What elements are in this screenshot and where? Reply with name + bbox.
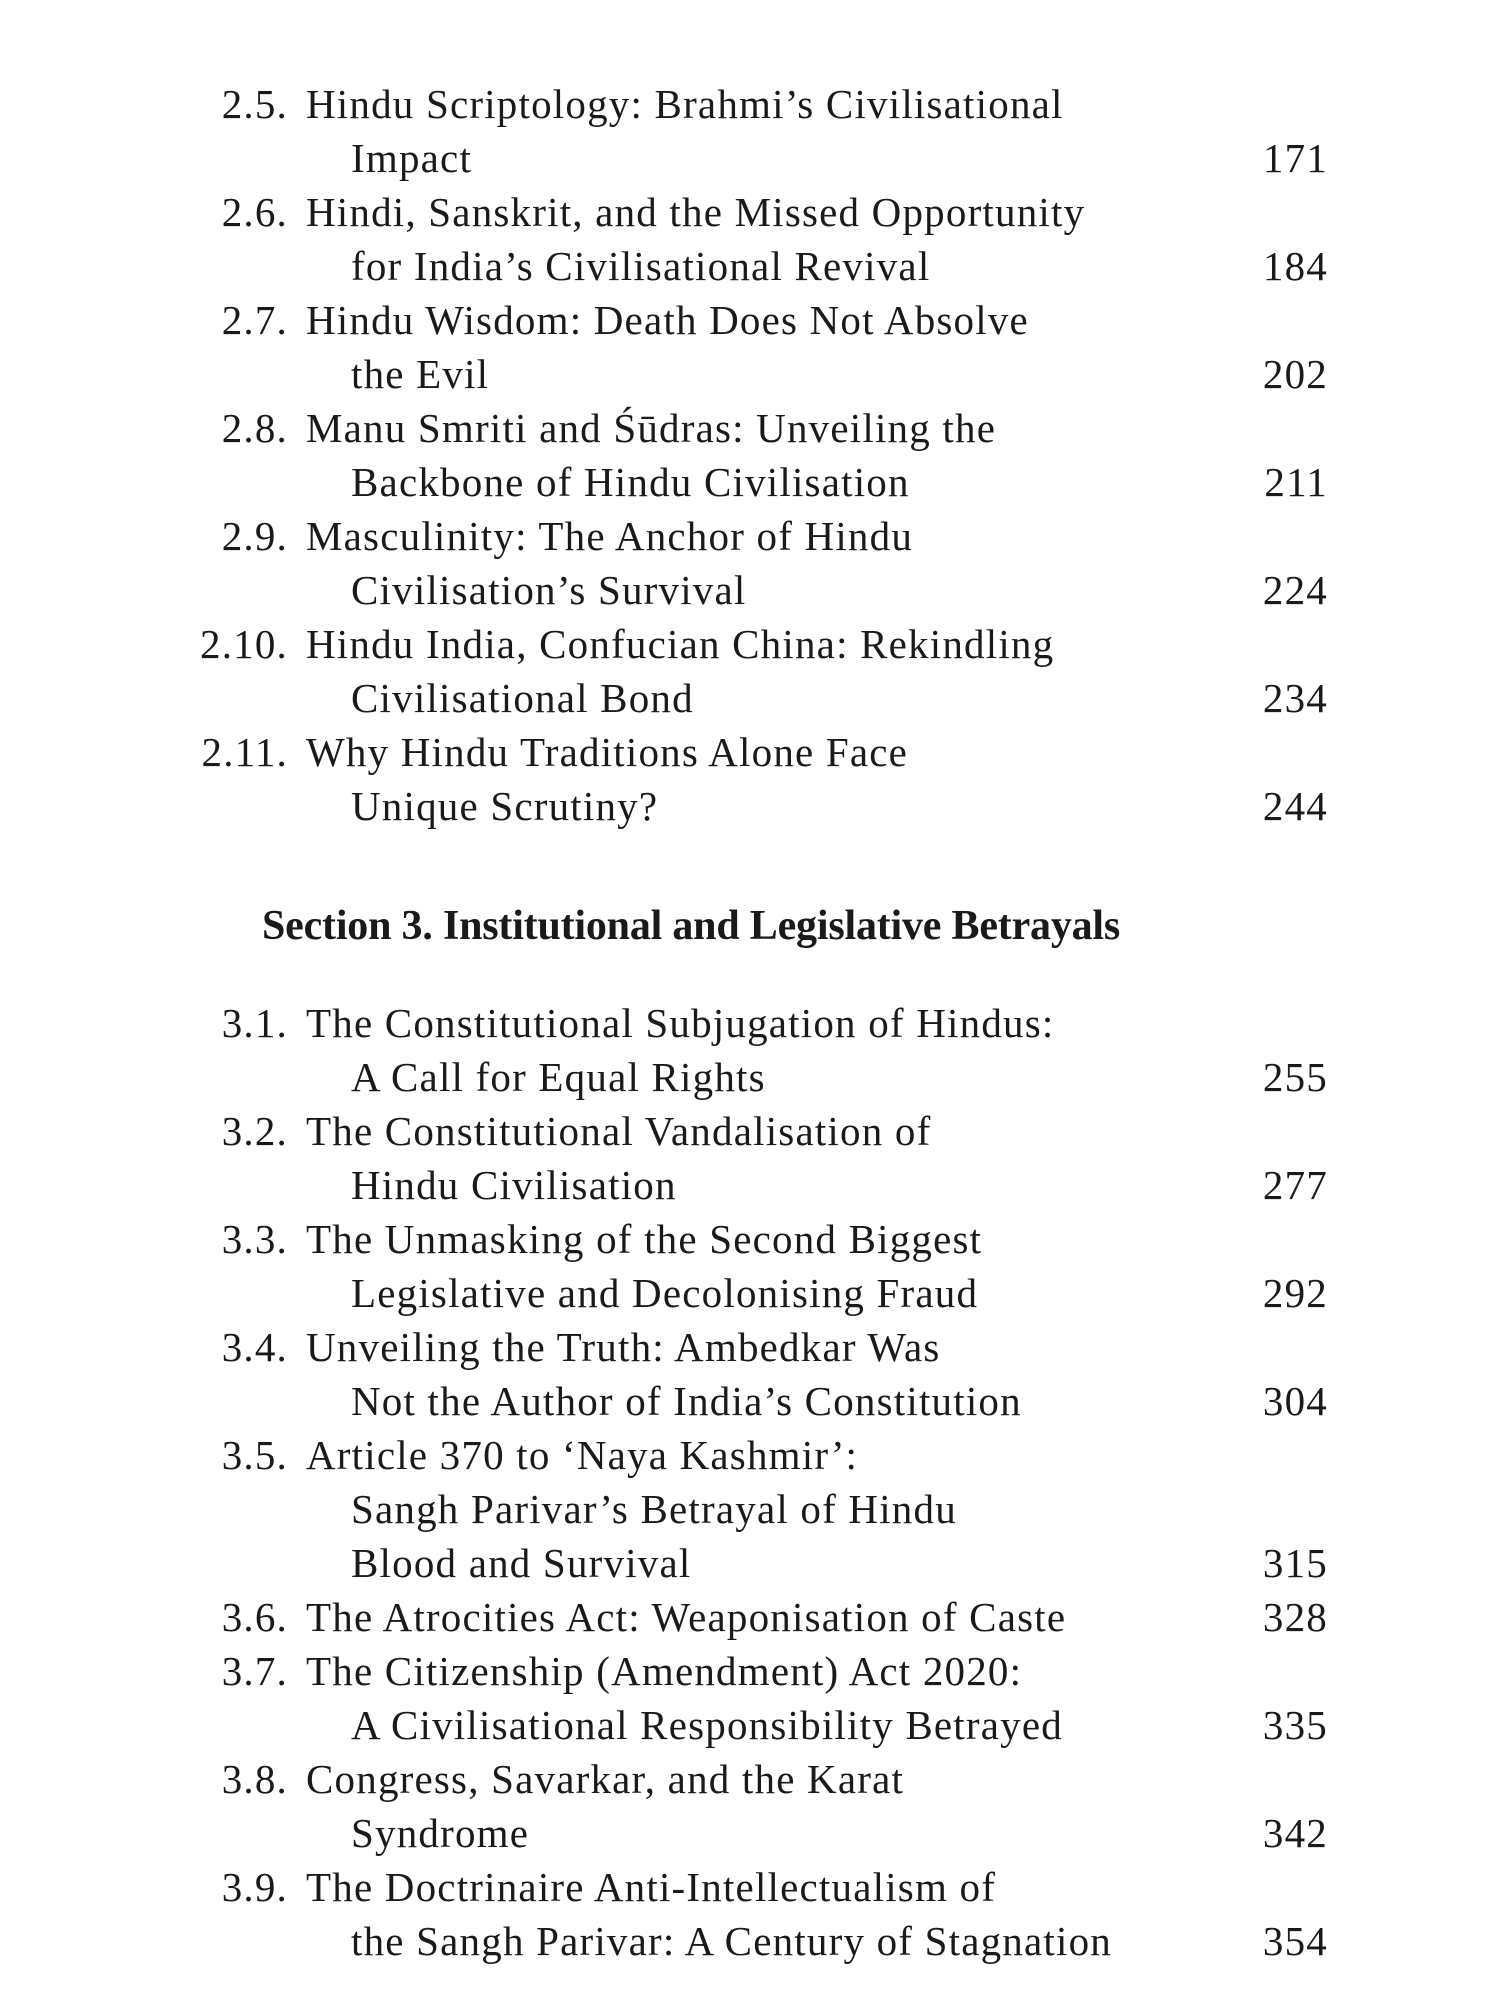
entry-title: The Constitutional Vandalisation of	[306, 1108, 932, 1154]
entry-number: 3.9.	[221, 1864, 288, 1910]
toc-entry-3-7[interactable]	[0, 1644, 1500, 1752]
entry-number: 2.6.	[221, 189, 288, 235]
entry-title-continued: Backbone of Hindu Civilisation	[351, 459, 910, 505]
entry-title: Masculinity: The Anchor of Hindu	[306, 513, 914, 559]
toc-entry-3-5[interactable]	[0, 1428, 1500, 1590]
entry-title-continued: the Sangh Parivar: A Century of Stagnation	[351, 1918, 1112, 1964]
entry-title-continued: Impact	[351, 135, 473, 181]
toc-entry-3-2[interactable]	[0, 1104, 1500, 1212]
toc-entry-2-10[interactable]	[0, 617, 1500, 725]
entry-page-number: 234	[1262, 675, 1328, 721]
toc-entry-3-6[interactable]	[0, 1590, 1500, 1644]
entry-page-number: 354	[1262, 1918, 1328, 1964]
toc-entry-3-1[interactable]	[0, 996, 1500, 1104]
entry-page-number: 255	[1262, 1054, 1328, 1100]
entry-title-continued: Legislative and Decolonising Fraud	[351, 1270, 979, 1316]
toc-entry-3-8[interactable]	[0, 1752, 1500, 1860]
entry-page-number: 277	[1262, 1162, 1328, 1208]
entry-title-continued: A Call for Equal Rights	[351, 1054, 766, 1100]
entry-title: The Doctrinaire Anti-Intellectualism of	[306, 1864, 997, 1910]
entry-number: 2.11.	[201, 729, 288, 775]
entry-page-number: 244	[1262, 783, 1328, 829]
toc-entry-2-5[interactable]	[0, 77, 1500, 185]
entry-page-number: 315	[1262, 1540, 1328, 1586]
entry-number: 3.4.	[221, 1324, 288, 1370]
entry-title: Hindi, Sanskrit, and the Missed Opportunity	[306, 189, 1086, 235]
entry-number: 2.8.	[221, 405, 288, 451]
entry-title-continued: Civilisation’s Survival	[351, 567, 747, 613]
entry-title: Why Hindu Traditions Alone Face	[306, 729, 909, 775]
entry-title-continued: for India’s Civilisational Revival	[351, 243, 931, 289]
entry-page-number: 211	[1264, 459, 1328, 505]
toc-entry-2-9[interactable]	[0, 509, 1500, 617]
entry-number: 3.8.	[221, 1756, 288, 1802]
entry-page-number: 171	[1262, 135, 1328, 181]
entry-title-continued: A Civilisational Responsibility Betrayed	[351, 1702, 1063, 1748]
entry-page-number: 328	[1262, 1594, 1328, 1640]
entry-title: Unveiling the Truth: Ambedkar Was	[306, 1324, 941, 1370]
toc-entry-3-9[interactable]	[0, 1860, 1500, 1968]
section-2-entries	[0, 77, 1500, 833]
entry-number: 2.9.	[221, 513, 288, 559]
entry-title-continued: Sangh Parivar’s Betrayal of Hindu	[351, 1486, 957, 1532]
section-3-heading: Section 3. Institutional and Legislative Betrayals	[262, 903, 1121, 949]
entry-number: 3.5.	[221, 1432, 288, 1478]
entry-page-number: 292	[1262, 1270, 1328, 1316]
entry-number: 3.2.	[221, 1108, 288, 1154]
entry-page-number: 224	[1262, 567, 1328, 613]
entry-title: The Citizenship (Amendment) Act 2020:	[306, 1648, 1023, 1694]
entry-number: 3.7.	[221, 1648, 288, 1694]
entry-page-number: 202	[1262, 351, 1328, 397]
entry-title-continued: Not the Author of India’s Constitution	[351, 1378, 1022, 1424]
entry-title: Hindu India, Confucian China: Rekindling	[306, 621, 1055, 667]
entry-number: 3.3.	[221, 1216, 288, 1262]
entry-number: 2.5.	[221, 81, 288, 127]
entry-title-continued: Syndrome	[351, 1810, 530, 1856]
entry-page-number: 184	[1262, 243, 1328, 289]
entry-title: Article 370 to ‘Naya Kashmir’:	[306, 1432, 859, 1478]
entry-title: The Unmasking of the Second Biggest	[306, 1216, 983, 1262]
toc-entry-2-8[interactable]	[0, 401, 1500, 509]
entry-number: 2.10.	[200, 621, 288, 667]
entry-title: Hindu Wisdom: Death Does Not Absolve	[306, 297, 1029, 343]
entry-title: The Atrocities Act: Weaponisation of Caste	[306, 1594, 1067, 1640]
entry-page-number: 342	[1262, 1810, 1328, 1856]
toc-entry-2-7[interactable]	[0, 293, 1500, 401]
entry-page-number: 304	[1262, 1378, 1328, 1424]
entry-title: Manu Smriti and Śūdras: Unveiling the	[306, 405, 997, 451]
toc-entry-2-6[interactable]	[0, 185, 1500, 293]
toc-entry-3-3[interactable]	[0, 1212, 1500, 1320]
entry-title: Hindu Scriptology: Brahmi’s Civilisational	[306, 81, 1064, 127]
entry-title-continued: Hindu Civilisation	[351, 1162, 677, 1208]
entry-number: 3.1.	[221, 1000, 288, 1046]
section-3-entries	[0, 996, 1500, 1968]
entry-number: 2.7.	[221, 297, 288, 343]
entry-title-continued: the Evil	[351, 351, 490, 397]
entry-number: 3.6.	[221, 1594, 288, 1640]
entry-title-continued: Blood and Survival	[351, 1540, 692, 1586]
entry-title-continued: Civilisational Bond	[351, 675, 694, 721]
entry-title: The Constitutional Subjugation of Hindus:	[306, 1000, 1055, 1046]
entry-title-continued: Unique Scrutiny?	[351, 783, 659, 829]
toc-entry-2-11[interactable]	[0, 725, 1500, 833]
entry-page-number: 335	[1262, 1702, 1328, 1748]
toc-entry-3-4[interactable]	[0, 1320, 1500, 1428]
entry-title: Congress, Savarkar, and the Karat	[306, 1756, 905, 1802]
